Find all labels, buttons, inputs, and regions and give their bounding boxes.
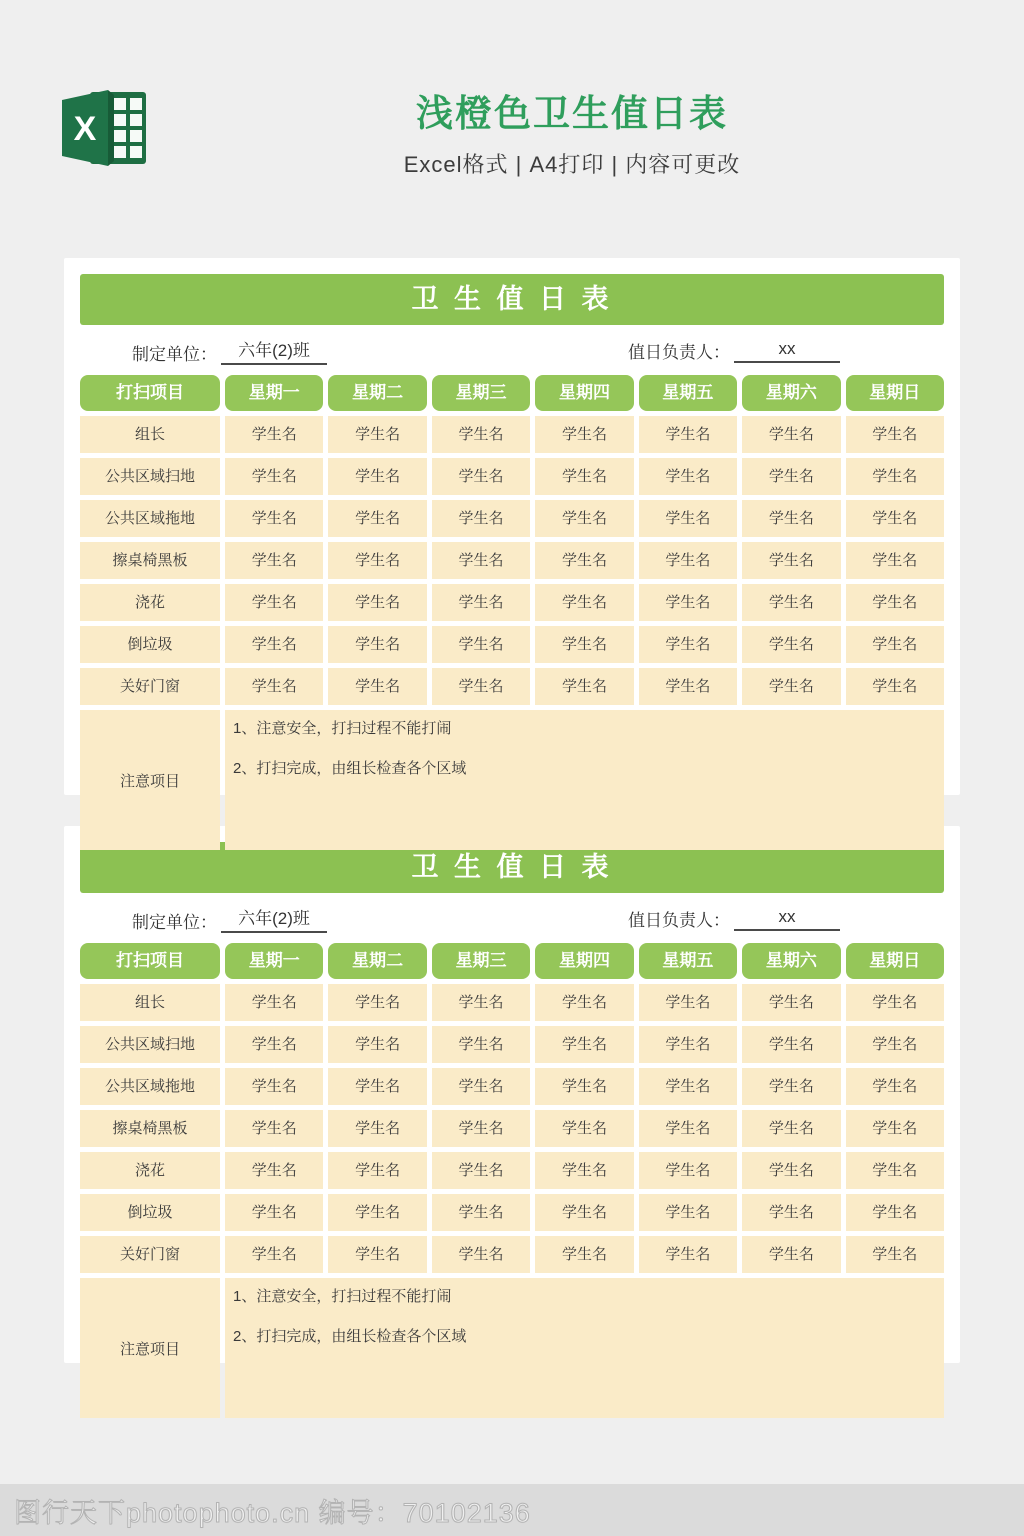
student-name-cell: 学生名 [328, 1194, 426, 1231]
column-header-day: 星期三 [432, 375, 530, 411]
student-name-cell: 学生名 [535, 542, 633, 579]
manager-value: xx [734, 339, 840, 363]
student-name-cell: 学生名 [742, 1152, 840, 1189]
column-header-items: 打扫项目 [80, 375, 220, 411]
student-name-cell: 学生名 [639, 500, 737, 537]
row-label-cell: 浇花 [80, 584, 220, 621]
row-label-cell: 倒垃圾 [80, 626, 220, 663]
page-header [0, 0, 1024, 186]
column-header-day: 星期四 [535, 375, 633, 411]
student-name-cell: 学生名 [535, 626, 633, 663]
note-item: 2、打扫完成，由组长检查各个区域 [233, 760, 467, 777]
column-header-day: 星期二 [328, 943, 426, 979]
row-label-cell: 公共区域拖地 [80, 500, 220, 537]
column-header-day: 星期日 [846, 943, 944, 979]
student-name-cell: 学生名 [742, 984, 840, 1021]
student-name-cell: 学生名 [639, 458, 737, 495]
watermark-text: 图行天下photophoto.cn 编号：70102136 [14, 1497, 531, 1528]
student-name-cell: 学生名 [846, 1110, 944, 1147]
student-name-cell: 学生名 [432, 416, 530, 453]
student-name-cell: 学生名 [846, 1152, 944, 1189]
student-name-cell: 学生名 [742, 416, 840, 453]
excel-x-letter: X [73, 110, 97, 148]
sheet-title-banner: 卫 生 值 日 表 [80, 274, 944, 325]
excel-fold-shadow [108, 90, 114, 166]
column-header-day: 星期五 [639, 375, 737, 411]
student-name-cell: 学生名 [328, 416, 426, 453]
roster-body-grid [80, 416, 944, 705]
sheet-meta-row [80, 901, 944, 935]
student-name-cell: 学生名 [535, 1236, 633, 1273]
student-name-cell: 学生名 [328, 668, 426, 705]
student-name-cell: 学生名 [846, 668, 944, 705]
student-name-cell: 学生名 [742, 542, 840, 579]
sheet-meta-row [80, 333, 944, 367]
student-name-cell: 学生名 [846, 1236, 944, 1273]
student-name-cell: 学生名 [328, 584, 426, 621]
student-name-cell: 学生名 [432, 542, 530, 579]
unit-field [132, 336, 327, 365]
student-name-cell: 学生名 [742, 1110, 840, 1147]
student-name-cell: 学生名 [846, 1194, 944, 1231]
column-header-row [80, 375, 944, 411]
student-name-cell: 学生名 [432, 1026, 530, 1063]
student-name-cell: 学生名 [225, 984, 323, 1021]
student-name-cell: 学生名 [639, 984, 737, 1021]
student-name-cell: 学生名 [639, 1110, 737, 1147]
student-name-cell: 学生名 [328, 984, 426, 1021]
preview-cards [0, 258, 1024, 1363]
row-label-cell: 擦桌椅黑板 [80, 1110, 220, 1147]
manager-field [628, 338, 840, 363]
row-label-cell: 组长 [80, 984, 220, 1021]
student-name-cell: 学生名 [225, 1026, 323, 1063]
row-label-cell: 公共区域拖地 [80, 1068, 220, 1105]
student-name-cell: 学生名 [846, 542, 944, 579]
notes-content-cell [225, 710, 944, 850]
column-header-day: 星期四 [535, 943, 633, 979]
student-name-cell: 学生名 [639, 626, 737, 663]
student-name-cell: 学生名 [535, 984, 633, 1021]
student-name-cell: 学生名 [846, 584, 944, 621]
row-label-cell: 浇花 [80, 1152, 220, 1189]
note-item: 1、注意安全，打扫过程不能打闹 [233, 1288, 452, 1305]
student-name-cell: 学生名 [432, 1236, 530, 1273]
column-header-day: 星期五 [639, 943, 737, 979]
student-name-cell: 学生名 [225, 1068, 323, 1105]
manager-label: 值日负责人： [628, 342, 730, 362]
column-header-day: 星期三 [432, 943, 530, 979]
student-name-cell: 学生名 [742, 584, 840, 621]
student-name-cell: 学生名 [639, 1068, 737, 1105]
student-name-cell: 学生名 [225, 1152, 323, 1189]
student-name-cell: 学生名 [535, 458, 633, 495]
excel-logo-icon [58, 88, 150, 168]
student-name-cell: 学生名 [328, 626, 426, 663]
column-header-items: 打扫项目 [80, 943, 220, 979]
student-name-cell: 学生名 [432, 584, 530, 621]
student-name-cell: 学生名 [639, 1194, 737, 1231]
student-name-cell: 学生名 [846, 416, 944, 453]
roster-body-grid [80, 984, 944, 1273]
student-name-cell: 学生名 [225, 1236, 323, 1273]
student-name-cell: 学生名 [846, 1026, 944, 1063]
student-name-cell: 学生名 [535, 500, 633, 537]
notes-label: 注意项目 [119, 773, 180, 790]
student-name-cell: 学生名 [742, 500, 840, 537]
column-header-row [80, 943, 944, 979]
student-name-cell: 学生名 [846, 458, 944, 495]
student-name-cell: 学生名 [535, 1110, 633, 1147]
note-item: 1、注意安全，打扫过程不能打闹 [233, 720, 452, 737]
student-name-cell: 学生名 [535, 416, 633, 453]
student-name-cell: 学生名 [535, 584, 633, 621]
row-label-cell: 公共区域扫地 [80, 1026, 220, 1063]
notes-row [80, 710, 944, 850]
page-title: 浅橙色卫生值日表 [416, 93, 728, 134]
student-name-cell: 学生名 [742, 1026, 840, 1063]
manager-label: 值日负责人： [628, 910, 730, 930]
student-name-cell: 学生名 [846, 984, 944, 1021]
student-name-cell: 学生名 [432, 1152, 530, 1189]
student-name-cell: 学生名 [639, 668, 737, 705]
sheet-title-banner: 卫 生 值 日 表 [80, 842, 944, 893]
page-subtitle: Excel格式 | A4打印 | 内容可更改 [403, 152, 741, 178]
student-name-cell: 学生名 [535, 1068, 633, 1105]
student-name-cell: 学生名 [432, 1110, 530, 1147]
student-name-cell: 学生名 [225, 1110, 323, 1147]
row-label-cell: 关好门窗 [80, 668, 220, 705]
student-name-cell: 学生名 [742, 1236, 840, 1273]
student-name-cell: 学生名 [225, 416, 323, 453]
student-name-cell: 学生名 [225, 542, 323, 579]
student-name-cell: 学生名 [432, 984, 530, 1021]
roster-preview-card-1 [64, 258, 960, 795]
column-header-day: 星期六 [742, 375, 840, 411]
notes-label: 注意项目 [119, 1341, 180, 1358]
duty-roster-sheet [80, 842, 944, 1358]
unit-label: 制定单位： [132, 912, 217, 932]
manager-field [628, 906, 840, 931]
student-name-cell: 学生名 [639, 1236, 737, 1273]
student-name-cell: 学生名 [535, 668, 633, 705]
student-name-cell: 学生名 [225, 668, 323, 705]
student-name-cell: 学生名 [225, 458, 323, 495]
unit-value: 六年(2)班 [221, 904, 327, 933]
student-name-cell: 学生名 [846, 1068, 944, 1105]
student-name-cell: 学生名 [328, 542, 426, 579]
duty-roster-sheet [80, 274, 944, 790]
notes-row [80, 1278, 944, 1418]
watermark-bar [0, 1484, 1024, 1536]
column-header-day: 星期日 [846, 375, 944, 411]
student-name-cell: 学生名 [742, 626, 840, 663]
student-name-cell: 学生名 [432, 626, 530, 663]
student-name-cell: 学生名 [846, 626, 944, 663]
notes-label-cell [80, 1278, 220, 1418]
student-name-cell: 学生名 [328, 1152, 426, 1189]
student-name-cell: 学生名 [535, 1026, 633, 1063]
row-label-cell: 组长 [80, 416, 220, 453]
unit-label: 制定单位： [132, 344, 217, 364]
column-header-day: 星期一 [225, 375, 323, 411]
student-name-cell: 学生名 [639, 416, 737, 453]
student-name-cell: 学生名 [328, 500, 426, 537]
student-name-cell: 学生名 [742, 1068, 840, 1105]
student-name-cell: 学生名 [328, 458, 426, 495]
student-name-cell: 学生名 [432, 458, 530, 495]
unit-value: 六年(2)班 [221, 336, 327, 365]
student-name-cell: 学生名 [328, 1110, 426, 1147]
column-header-day: 星期二 [328, 375, 426, 411]
student-name-cell: 学生名 [432, 1068, 530, 1105]
student-name-cell: 学生名 [742, 1194, 840, 1231]
row-label-cell: 关好门窗 [80, 1236, 220, 1273]
note-item: 2、打扫完成，由组长检查各个区域 [233, 1328, 467, 1345]
row-label-cell: 公共区域扫地 [80, 458, 220, 495]
student-name-cell: 学生名 [639, 542, 737, 579]
column-header-day: 星期一 [225, 943, 323, 979]
student-name-cell: 学生名 [328, 1068, 426, 1105]
student-name-cell: 学生名 [225, 1194, 323, 1231]
student-name-cell: 学生名 [225, 626, 323, 663]
student-name-cell: 学生名 [328, 1236, 426, 1273]
student-name-cell: 学生名 [225, 500, 323, 537]
student-name-cell: 学生名 [639, 1026, 737, 1063]
student-name-cell: 学生名 [846, 500, 944, 537]
student-name-cell: 学生名 [225, 584, 323, 621]
student-name-cell: 学生名 [639, 1152, 737, 1189]
row-label-cell: 倒垃圾 [80, 1194, 220, 1231]
student-name-cell: 学生名 [535, 1152, 633, 1189]
roster-preview-card-2 [64, 826, 960, 1363]
student-name-cell: 学生名 [639, 584, 737, 621]
notes-content-cell [225, 1278, 944, 1418]
student-name-cell: 学生名 [742, 458, 840, 495]
column-header-day: 星期六 [742, 943, 840, 979]
student-name-cell: 学生名 [328, 1026, 426, 1063]
student-name-cell: 学生名 [535, 1194, 633, 1231]
student-name-cell: 学生名 [432, 668, 530, 705]
student-name-cell: 学生名 [432, 500, 530, 537]
notes-label-cell [80, 710, 220, 850]
unit-field [132, 904, 327, 933]
manager-value: xx [734, 907, 840, 931]
student-name-cell: 学生名 [742, 668, 840, 705]
student-name-cell: 学生名 [432, 1194, 530, 1231]
row-label-cell: 擦桌椅黑板 [80, 542, 220, 579]
